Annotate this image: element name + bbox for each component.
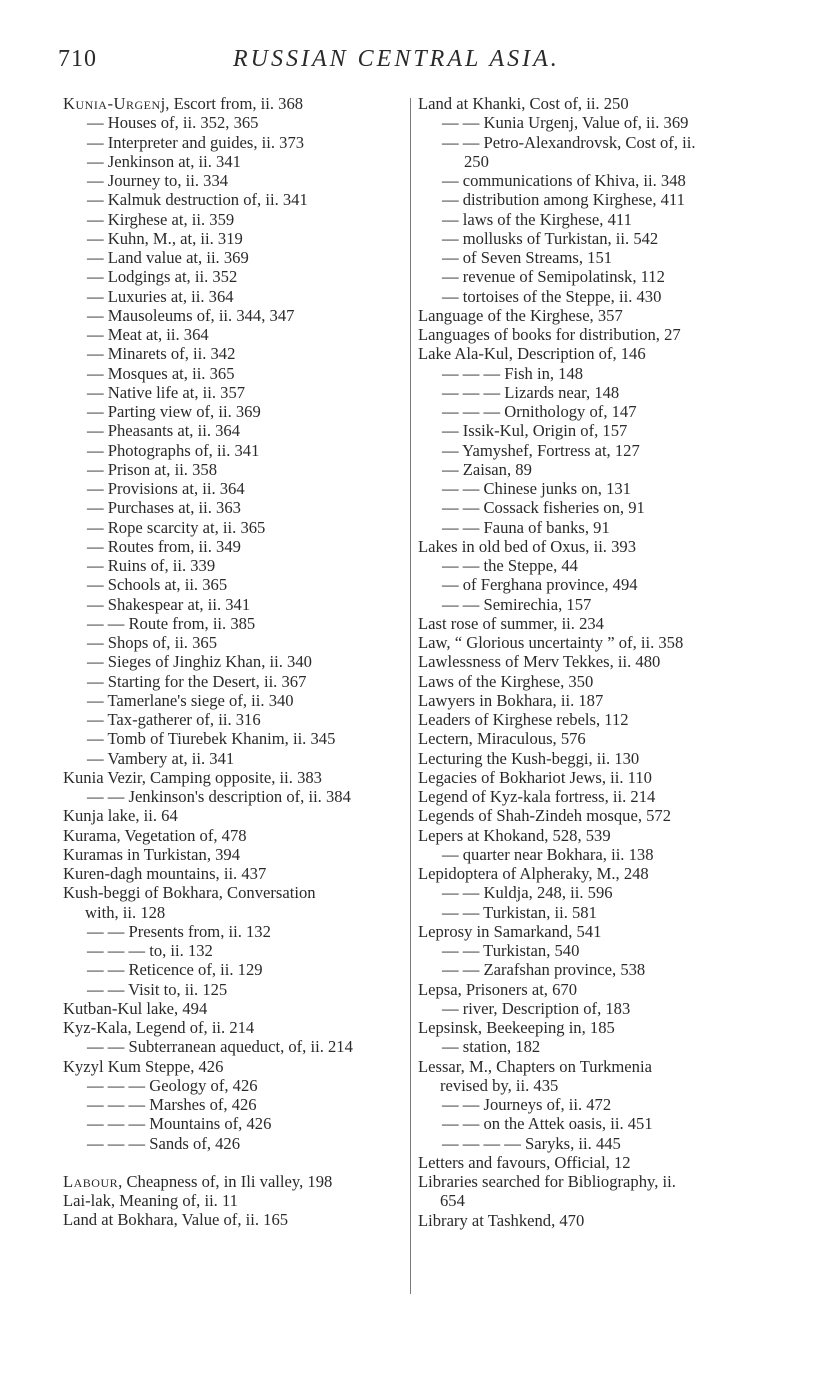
index-entry: Leaders of Kirghese rebels, 112 (418, 710, 629, 729)
index-entry: — — — Lizards near, 148 (442, 382, 620, 402)
index-entry: — — — to, ii. 132 (87, 941, 213, 960)
index-entry: — Zaisan, 89 (442, 459, 532, 479)
index-entry: Library at Tashkend, 470 (418, 1210, 585, 1230)
index-entry: — Tamerlane's siege of, ii. 340 (87, 690, 294, 710)
index-entry: — — Visit to, ii. 125 (87, 979, 228, 999)
index-entry: Lepers at Khokand, 528, 539 (418, 825, 611, 845)
index-entry: Lai-lak, Meaning of, ii. 11 (63, 1191, 238, 1210)
index-entry: — Yamyshef, Fortress at, 127 (442, 440, 640, 460)
index-entry: — Ruins of, ii. 339 (87, 556, 216, 575)
index-entry: Kuramas in Turkistan, 394 (63, 844, 241, 864)
index-entry: Language of the Kirghese, 357 (418, 305, 623, 325)
index-entry: — Shops of, ii. 365 (87, 633, 217, 652)
index-entry: — — Kuldja, 248, ii. 596 (442, 883, 613, 903)
index-entry: Land at Bokhara, Value of, ii. 165 (63, 1210, 289, 1230)
index-entry: Kyz-Kala, Legend of, ii. 214 (63, 1018, 255, 1037)
index-entry: Law, “ Glorious uncertainty ” of, ii. 358 (418, 633, 684, 652)
index-entry: — — — Sands of, 426 (87, 1133, 241, 1153)
index-entry: — distribution among Kirghese, 411 (442, 190, 685, 210)
index-entry: — — Jenkinson's description of, ii. 384 (87, 787, 351, 806)
index-entry-continuation: revised by, ii. 435 (440, 1075, 559, 1095)
index-entry: — — Petro-Alexandrovsk, Cost of, ii. 250 (418, 133, 782, 172)
index-entry: — Kuhn, M., at, ii. 319 (87, 228, 243, 248)
index-entry: — Purchases at, ii. 363 (87, 498, 241, 518)
index-entry: — Journey to, ii. 334 (87, 171, 229, 190)
index-entry: Legends of Shah-Zindeh mosque, 572 (418, 806, 672, 826)
index-entry: — Photographs of, ii. 341 (87, 440, 260, 460)
index-entry: Lake Ala-Kul, Description of, 146 (418, 344, 646, 364)
index-entry: — — Presents from, ii. 132 (87, 921, 271, 941)
index-entry: — — the Steppe, 44 (442, 556, 578, 575)
index-entry: — Native life at, ii. 357 (87, 382, 246, 402)
index-entry: — of Seven Streams, 151 (442, 248, 613, 267)
index-entry: — Issik-Kul, Origin of, 157 (442, 421, 628, 441)
column-divider (410, 98, 411, 1294)
index-entry-continuation: 654 (440, 1191, 465, 1211)
index-entry: Lakes in old bed of Oxus, ii. 393 (418, 536, 636, 556)
index-entry: — tortoises of the Steppe, ii. 430 (442, 286, 662, 306)
index-entry: — — Fauna of banks, 91 (442, 517, 610, 537)
index-entry: — — Semirechia, 157 (442, 594, 592, 614)
index-entry: — Interpreter and guides, ii. 373 (87, 132, 305, 152)
index-entry: — — Turkistan, 540 (442, 941, 580, 960)
index-entry: — — Kunia Urgenj, Value of, ii. 369 (442, 113, 689, 133)
index-entry: — — — — Saryks, ii. 445 (442, 1133, 621, 1153)
index-entry: Leprosy in Samarkand, 541 (418, 921, 602, 941)
index-entry: — Meat at, ii. 364 (87, 325, 209, 344)
index-entry: — — Reticence of, ii. 129 (87, 960, 263, 980)
index-entry: — — — Geology of, 426 (87, 1075, 258, 1095)
index-entry: — Schools at, ii. 365 (87, 575, 228, 595)
index-entry: — Starting for the Desert, ii. 367 (87, 671, 307, 691)
running-title: RUSSIAN CENTRAL ASIA. (233, 46, 560, 72)
index-entry: Kunia Vezir, Camping opposite, ii. 383 (63, 767, 322, 787)
index-entry: — river, Description of, 183 (442, 998, 631, 1018)
index-entry: — Rope scarcity at, ii. 365 (87, 517, 266, 537)
index-entry-continuation: 250 (464, 151, 489, 171)
index-entry: — — Zarafshan province, 538 (442, 960, 646, 980)
index-entry: — Mosques at, ii. 365 (87, 363, 235, 383)
page-number: 710 (58, 46, 97, 72)
index-entry: Lepsinsk, Beekeeping in, 185 (418, 1018, 615, 1037)
index-entry: — Pheasants at, ii. 364 (87, 421, 241, 441)
index-entry: — Land value at, ii. 369 (87, 248, 249, 267)
index-column-left (63, 94, 408, 1230)
index-entry: — Shakespear at, ii. 341 (87, 594, 251, 614)
index-entry: Labour, Cheapness of, in Ili valley, 198 (63, 1171, 333, 1191)
index-entry: — Sieges of Jinghiz Khan, ii. 340 (87, 652, 312, 672)
index-entry: — Provisions at, ii. 364 (87, 479, 245, 498)
index-entry: — laws of the Kirghese, 411 (442, 209, 632, 229)
index-entry: — Routes from, ii. 349 (87, 536, 241, 556)
index-entry: — communications of Khiva, ii. 348 (442, 171, 686, 190)
index-entry: Lepidoptera of Alpheraky, M., 248 (418, 864, 649, 883)
index-entry: Lecturing the Kush-beggi, ii. 130 (418, 748, 640, 768)
index-entry: — Mausoleums of, ii. 344, 347 (87, 305, 295, 325)
index-entry: Lawyers in Bokhara, ii. 187 (418, 690, 604, 710)
index-entry: Lawlessness of Merv Tekkes, ii. 480 (418, 652, 661, 672)
index-entry: — of Ferghana province, 494 (442, 575, 638, 595)
index-entry: — — — Marshes of, 426 (87, 1095, 257, 1114)
index-entry: Kutban-Kul lake, 494 (63, 998, 208, 1018)
index-entry: — — Route from, ii. 385 (87, 613, 256, 633)
index-entry: Kush-beggi of Bokhara, Conversation with, ii. 128 (63, 883, 408, 922)
index-entry: — — Subterranean aqueduct, of, ii. 214 (87, 1037, 353, 1057)
index-entry: Land at Khanki, Cost of, ii. 250 (418, 94, 629, 113)
index-entry: — mollusks of Turkistan, ii. 542 (442, 228, 659, 248)
index-entry: Legend of Kyz-kala fortress, ii. 214 (418, 787, 656, 806)
index-entry: — — Turkistan, ii. 581 (442, 902, 597, 922)
index-entry: Last rose of summer, ii. 234 (418, 613, 604, 633)
index-entry: Kunia-Urgenj, Escort from, ii. 368 (63, 94, 304, 113)
index-entry: Legacies of Bokhariot Jews, ii. 110 (418, 767, 652, 787)
index-entry: — Minarets of, ii. 342 (87, 344, 236, 364)
index-entry: Laws of the Kirghese, 350 (418, 671, 594, 691)
index-entry: Lepsa, Prisoners at, 670 (418, 979, 577, 999)
index-entry: — Tomb of Tiurebek Khanim, ii. 345 (87, 729, 336, 749)
index-entry: — Houses of, ii. 352, 365 (87, 113, 259, 133)
index-entry: — quarter near Bokhara, ii. 138 (442, 844, 654, 864)
index-entry-continuation: with, ii. 128 (85, 902, 166, 922)
index-entry: — — — Mountains of, 426 (87, 1114, 272, 1134)
index-entry: — Luxuries at, ii. 364 (87, 286, 234, 306)
index-entry: — — — Ornithology of, 147 (442, 402, 637, 421)
index-column-right (418, 94, 782, 1230)
index-entry: — Prison at, ii. 358 (87, 459, 217, 479)
section-gap (63, 1153, 408, 1172)
index-entry: — station, 182 (442, 1037, 541, 1057)
index-entry: — — on the Attek oasis, ii. 451 (442, 1114, 653, 1134)
index-entry: — Jenkinson at, ii. 341 (87, 151, 241, 171)
index-entry: — Tax-gatherer of, ii. 316 (87, 710, 261, 729)
index-entry: Lectern, Miraculous, 576 (418, 729, 586, 749)
index-entry: Kyzyl Kum Steppe, 426 (63, 1056, 224, 1076)
index-entry: Kuren-dagh mountains, ii. 437 (63, 864, 267, 883)
page-header (58, 46, 584, 86)
index-entry: Kurama, Vegetation of, 478 (63, 825, 247, 845)
index-entry: Kunja lake, ii. 64 (63, 806, 178, 826)
index-entry: — — — Fish in, 148 (442, 363, 584, 383)
index-entry: Languages of books for distribution, 27 (418, 325, 681, 344)
index-entry: Lessar, M., Chapters on Turkmenia revised by, ii. 435 (418, 1057, 782, 1096)
index-entry: — — Cossack fisheries on, 91 (442, 498, 645, 518)
index-entry: — — Journeys of, ii. 472 (442, 1095, 612, 1114)
index-entry: — Lodgings at, ii. 352 (87, 267, 238, 287)
index-entry: — Kirghese at, ii. 359 (87, 209, 235, 229)
index-entry: — revenue of Semipolatinsk, 112 (442, 267, 665, 287)
index-entry: Libraries searched for Bibliography, ii. 654 (418, 1172, 782, 1211)
index-entry: — Kalmuk destruction of, ii. 341 (87, 190, 308, 210)
index-entry: Letters and favours, Official, 12 (418, 1152, 631, 1172)
index-entry: — Vambery at, ii. 341 (87, 748, 235, 768)
index-entry: — — Chinese junks on, 131 (442, 479, 631, 498)
index-entry: — Parting view of, ii. 369 (87, 402, 261, 421)
